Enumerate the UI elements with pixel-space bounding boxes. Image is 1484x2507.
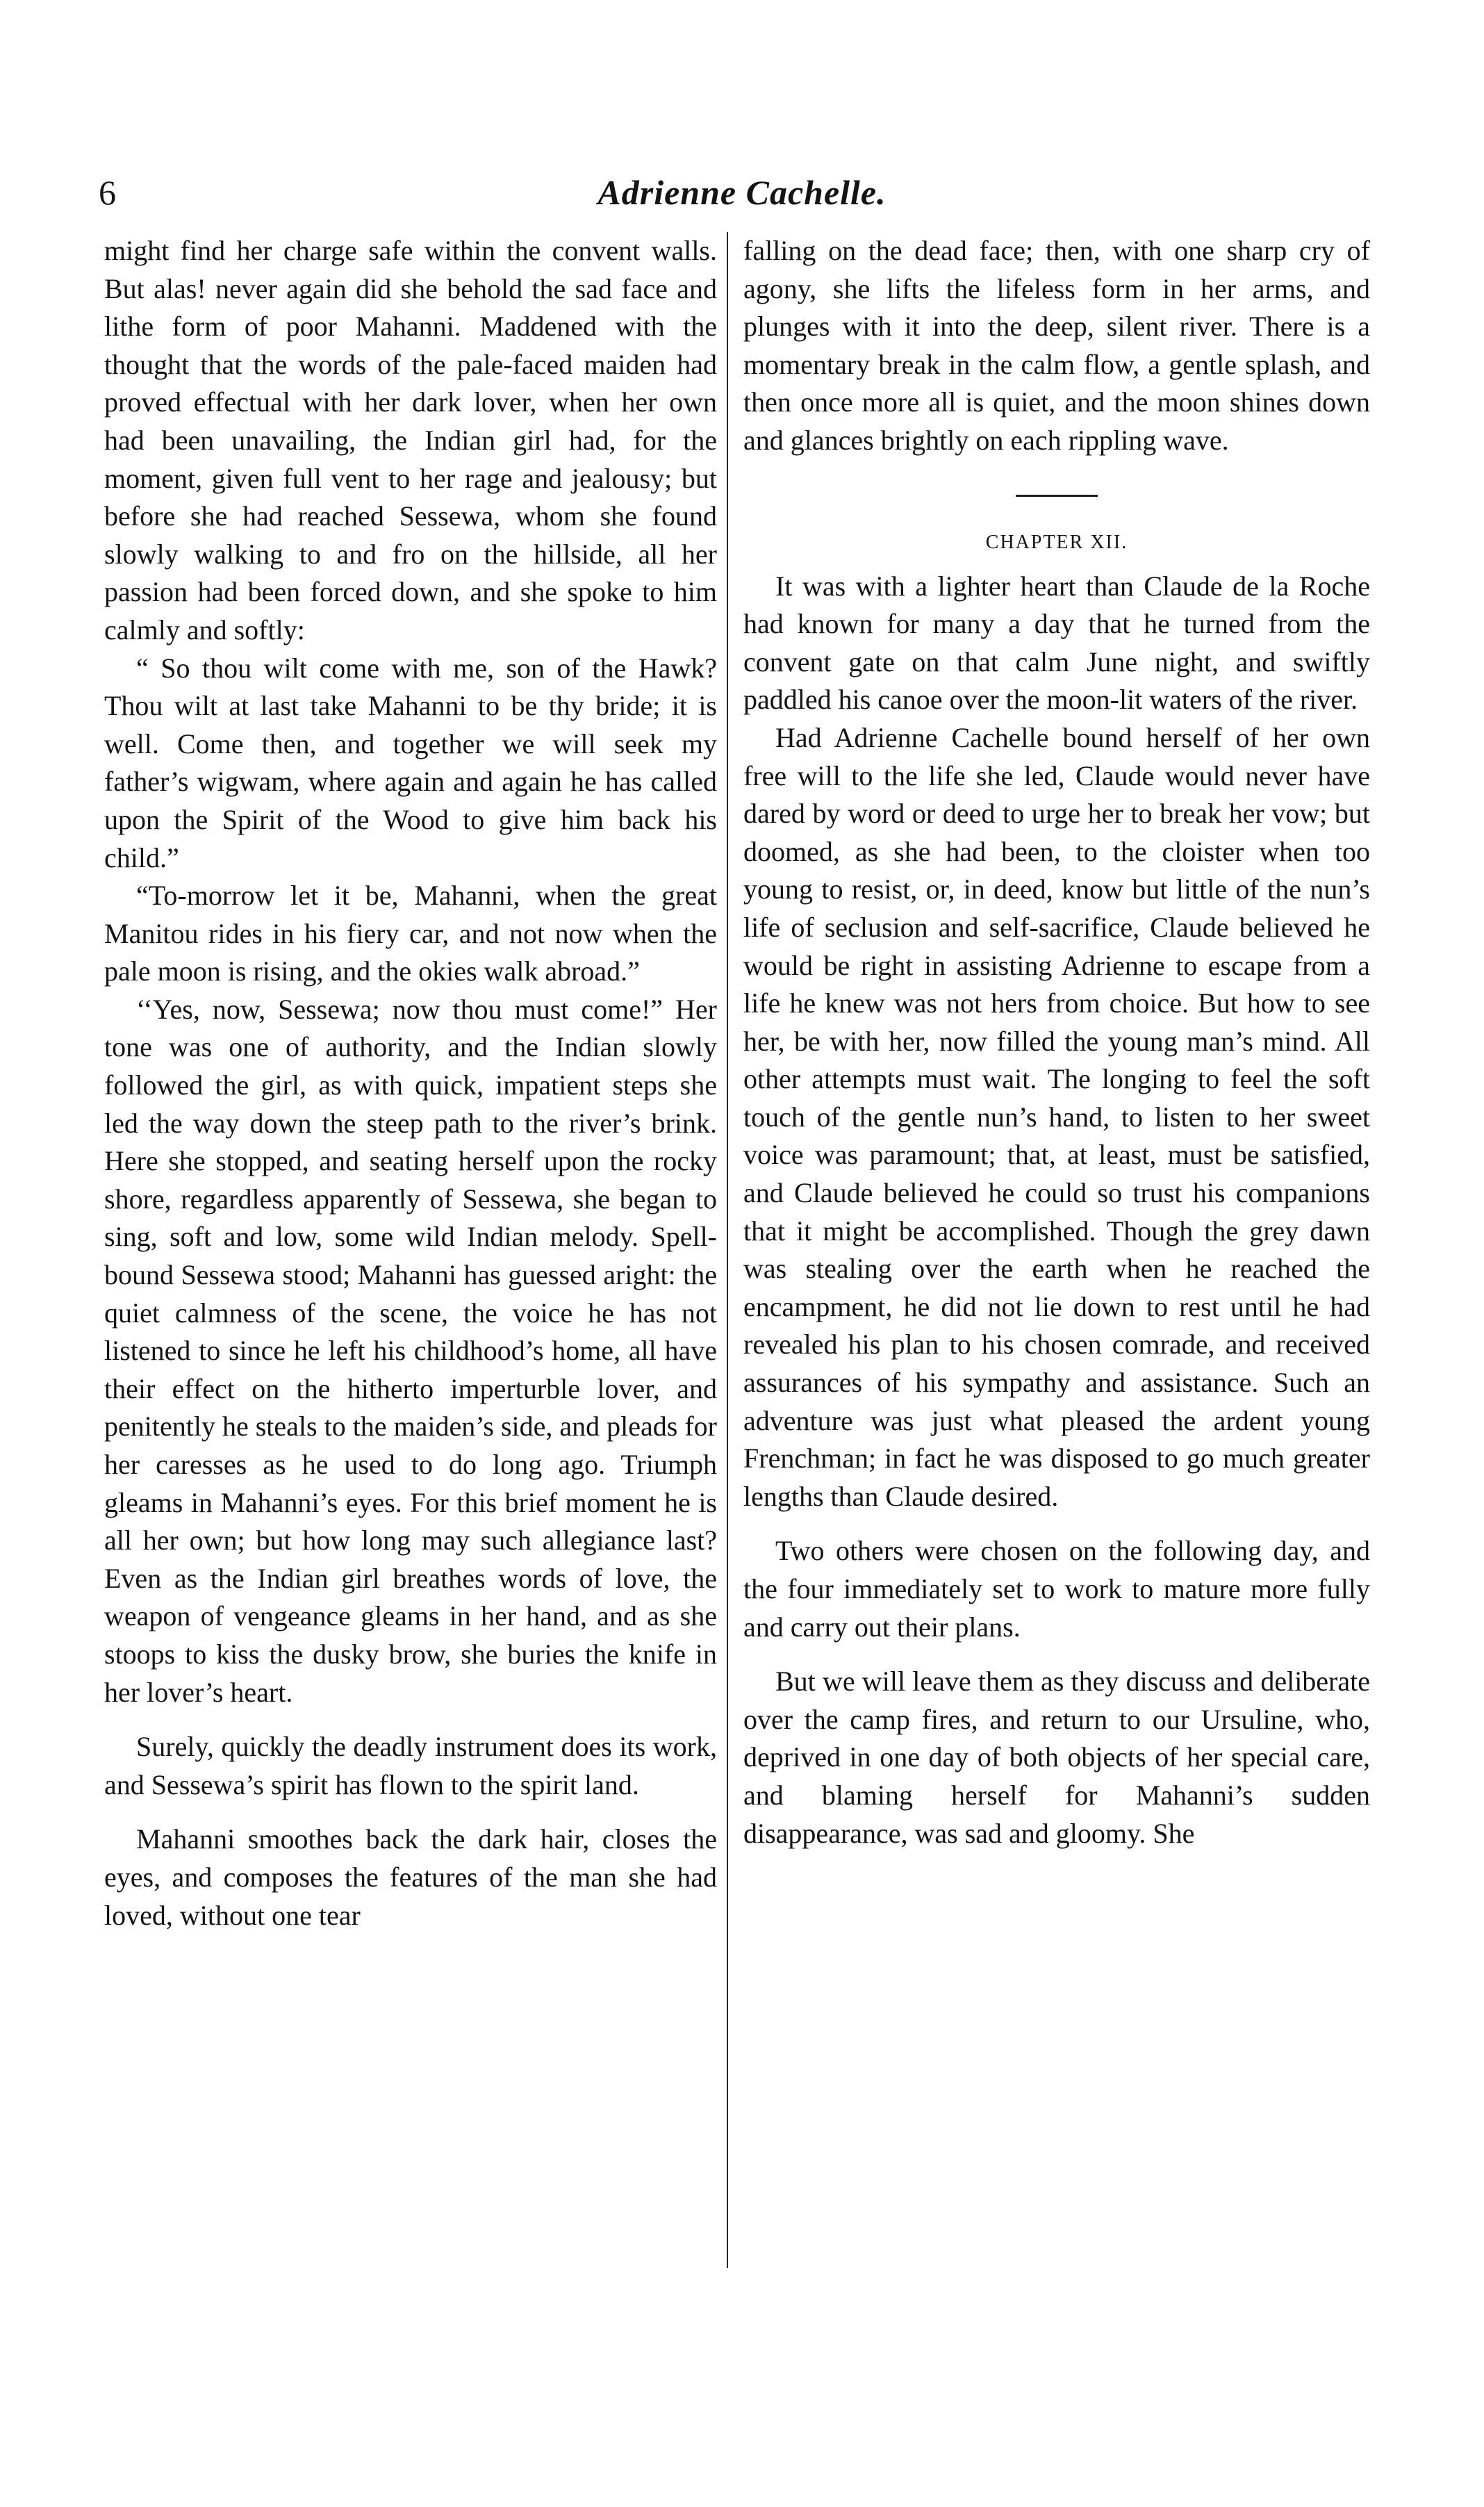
left-paragraph-3: “To-morrow let it be, Mahanni, when the great Manitou rides in his fiery car, and not now when the pale moon is rising, and the okies walk abroad.” [104, 880, 717, 987]
left-paragraph-5: Surely, quickly the deadly instrument does its work, and Sessewa’s spirit has flown to the spirit land. [104, 1731, 717, 1800]
right-paragraph-4: Two others were chosen on the following day, and the four immediately set to work to mature more fully and carry out their plans. [743, 1535, 1370, 1643]
left-column [104, 232, 717, 1934]
section-divider [1016, 495, 1098, 497]
right-column [743, 232, 1370, 1852]
left-paragraph-6: Mahanni smoothes back the dark hair, closes the eyes, and composes the features of the man she had loved, without one tear [104, 1823, 717, 1931]
right-paragraph-2: It was with a lighter heart than Claude de la Roche had known for many a day that he turned from the convent gate on that calm June night, and swiftly paddled his canoe over the moon-lit waters of the river. [743, 570, 1370, 716]
left-paragraph-2: “ So thou wilt come with me, son of the Hawk? Thou wilt at last take Mahanni to be thy bride; it is well. Come then, and together we will seek my father’s wigwam, where again and again he has called upon the Spirit of the Wood to give him back his child.” [104, 652, 717, 873]
right-paragraph-5: But we will leave them as they discuss and deliberate over the camp fires, and return to our Ursuline, who, deprived in one day of both objects of her special care, and blaming herself for Mahanni’s sudden disappearance, was sad and gloomy. She [743, 1666, 1370, 1849]
column-divider [727, 232, 728, 2268]
page-number: 6 [99, 173, 116, 212]
right-paragraph-3: Had Adrienne Cachelle bound herself of her own free will to the life she led, Claude would never have dared by word or deed to urge her to break her vow; but doomed, as she had been, to the cloister when too young to resist, or, in deed, know but little of the nun’s life of seclusion and self-sacrifice, Claude believed he would be right in assisting Adrienne to escape from a life he knew was not hers from choice. But how to see her, be with her, now filled the young man’s mind. All other attempts must wait. The longing to feel the soft touch of the gentle nun’s hand, to listen to her sweet voice was paramount; that, at least, must be satisfied, and Claude believed he could so trust his companions that it might be accomplished. Though the grey dawn was stealing over the earth when he reached the encampment, he did not lie down to rest until he had revealed his plan to his chosen comrade, and received assurances of his sympathy and assistance. Such an adventure was just what pleased the ardent young Frenchman; in fact he was disposed to go much greater lengths than Claude desired. [743, 721, 1370, 1512]
page-header [0, 161, 1484, 224]
right-paragraph-1: falling on the dead face; then, with one sharp cry of agony, she lifts the lifeless form in her arms, and plunges with it into the deep, silent river. There is a momentary break in the calm flow, a gentle splash, and then once more all is quiet, and the moon shines down and glances brightly on each rippling wave. [743, 235, 1370, 456]
chapter-heading: CHAPTER XII. [985, 531, 1128, 553]
left-paragraph-1: might find her charge safe within the convent walls. But alas! never again did she behold the sad face and lithe form of poor Mahanni. Maddened with the thought that the words of the pale-faced maiden had proved effectual with her dark lover, when her own had been unavailing, the Indian girl had, for the moment, given full vent to her rage and jealousy; but before she had reached Sessewa, whom she found slowly walking to and fro on the hillside, all her passion had been forced down, and she spoke to him calmly and softly: [104, 235, 717, 646]
left-paragraph-4: ‘‘Yes, now, Sessewa; now thou must come!” Her tone was one of authority, and the Indian slowly followed the girl, as with quick, impatient steps she led the way down the steep path to the river’s brink. Here she stopped, and seating herself upon the rocky shore, regardless apparently of Sessewa, she began to sing, soft and low, some wild Indian melody. Spell-bound Sessewa stood; Mahanni has guessed aright: the quiet calmness of the scene, the voice he has not listened to since he left his childhood’s home, all have their effect on the hitherto imperturble lover, and penitently he steals to the maiden’s side, and pleads for her caresses as he used to do long ago. Triumph gleams in Mahanni’s eyes. For this brief moment he is all her own; but how long may such allegiance last? Even as the Indian girl breathes words of love, the weapon of vengeance gleams in her hand, and as she stoops to kiss the dusky brow, she buries the knife in her lover’s heart. [104, 993, 717, 1708]
running-title: Adrienne Cachelle. [597, 173, 887, 212]
